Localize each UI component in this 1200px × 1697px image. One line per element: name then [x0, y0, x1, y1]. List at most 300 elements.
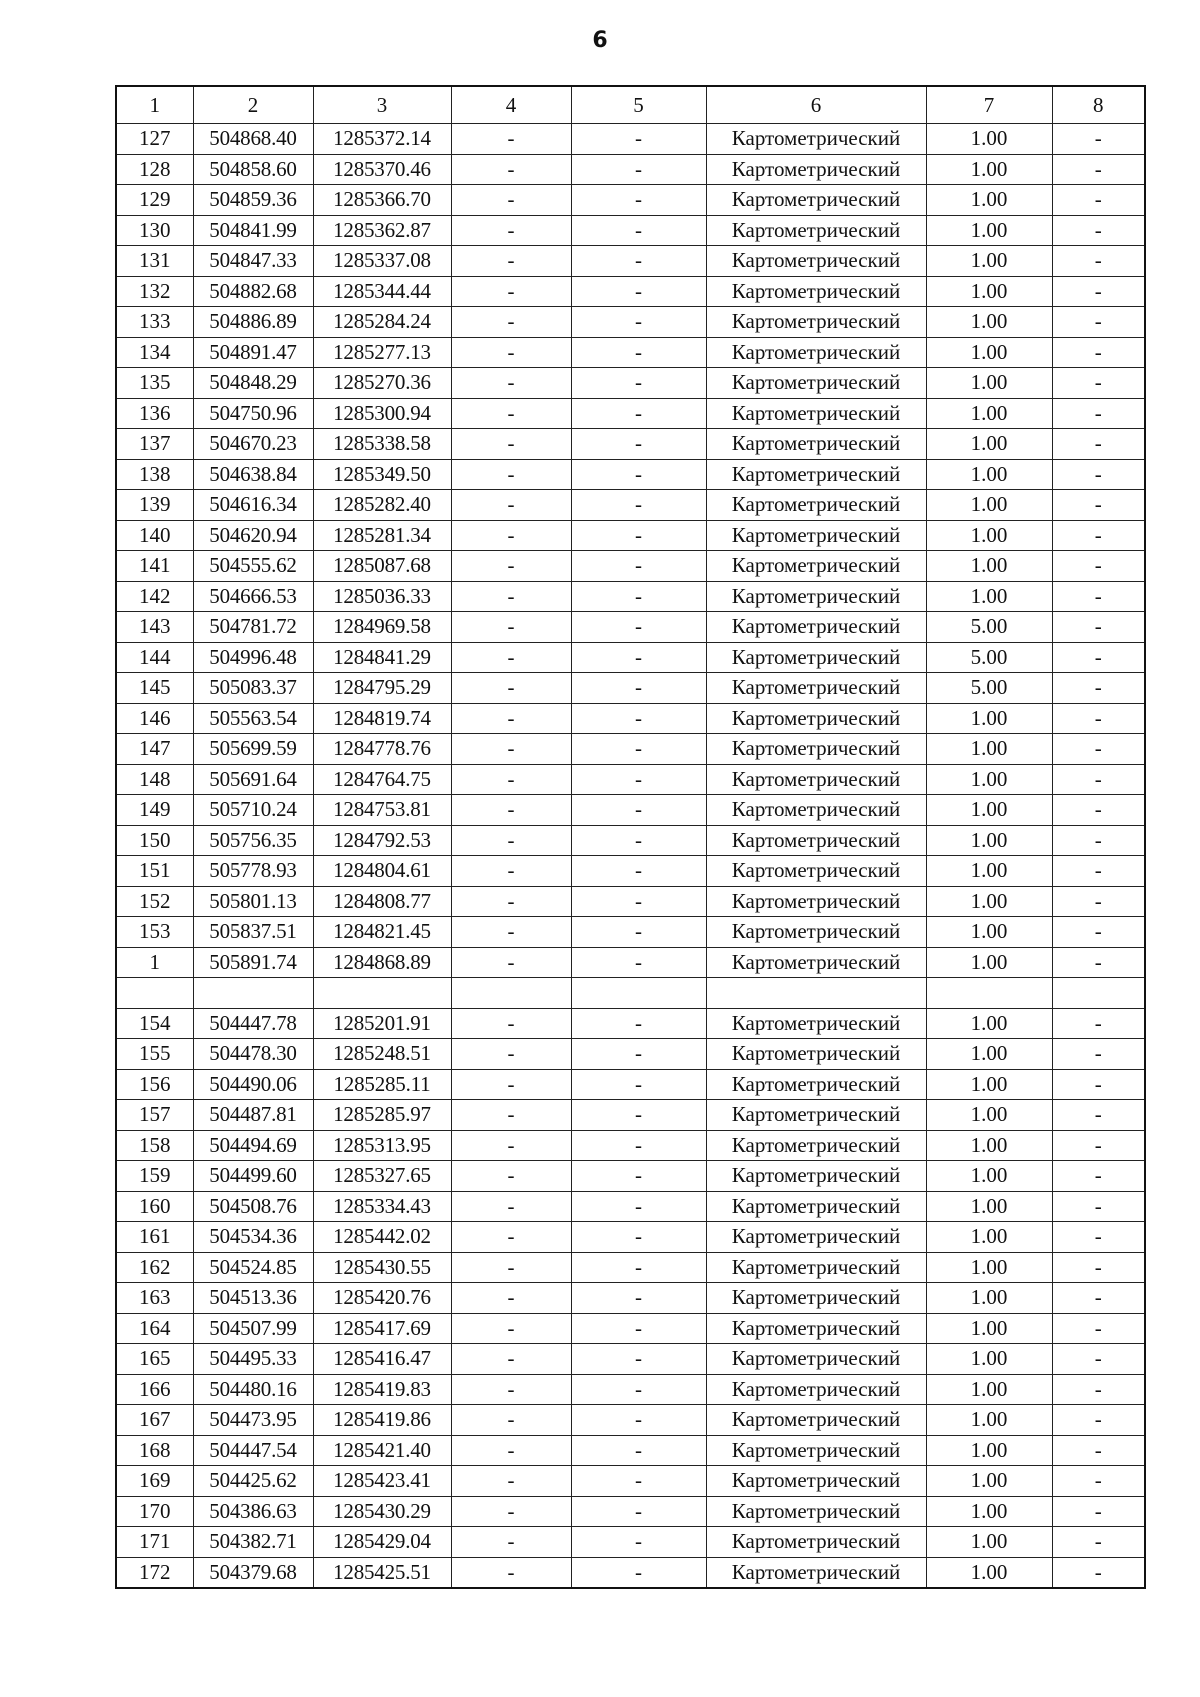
accuracy-cell: 1.00	[926, 1313, 1052, 1344]
table-header	[116, 86, 1145, 124]
point-number-cell: 172	[116, 1557, 193, 1588]
accuracy-cell: 1.00	[926, 1344, 1052, 1375]
point-number-cell: 138	[116, 459, 193, 490]
table-row	[116, 703, 1145, 734]
table-row	[116, 520, 1145, 551]
col5-cell: -	[571, 490, 706, 521]
table-row	[116, 1008, 1145, 1039]
method-cell: Картометрический	[706, 795, 926, 826]
method-cell: Картометрический	[706, 581, 926, 612]
method-cell: Картометрический	[706, 1374, 926, 1405]
col8-cell: -	[1052, 1557, 1145, 1588]
col5-cell: -	[571, 368, 706, 399]
accuracy-cell: 1.00	[926, 398, 1052, 429]
y-coordinate-cell: 1285285.97	[313, 1100, 451, 1131]
method-cell: Картометрический	[706, 1557, 926, 1588]
x-coordinate-cell: 505891.74	[193, 947, 313, 978]
accuracy-cell: 1.00	[926, 154, 1052, 185]
method-cell: Картометрический	[706, 520, 926, 551]
column-header: 8	[1052, 86, 1145, 124]
col4-cell: -	[451, 764, 571, 795]
point-number-cell: 144	[116, 642, 193, 673]
point-number-cell: 151	[116, 856, 193, 887]
x-coordinate-cell: 504891.47	[193, 337, 313, 368]
y-coordinate-cell: 1285277.13	[313, 337, 451, 368]
x-coordinate-cell: 505778.93	[193, 856, 313, 887]
y-coordinate-cell: 1284792.53	[313, 825, 451, 856]
col4-cell: -	[451, 947, 571, 978]
x-coordinate-cell: 505837.51	[193, 917, 313, 948]
col5-cell: -	[571, 1130, 706, 1161]
col8-cell: -	[1052, 581, 1145, 612]
table-row	[116, 429, 1145, 460]
accuracy-cell: 1.00	[926, 276, 1052, 307]
col8-cell: -	[1052, 1344, 1145, 1375]
y-coordinate-cell: 1285421.40	[313, 1435, 451, 1466]
point-number-cell: 169	[116, 1466, 193, 1497]
col4-cell: -	[451, 1191, 571, 1222]
table-row	[116, 917, 1145, 948]
method-cell: Картометрический	[706, 1008, 926, 1039]
x-coordinate-cell: 504996.48	[193, 642, 313, 673]
point-number-cell: 136	[116, 398, 193, 429]
col8-cell: -	[1052, 1069, 1145, 1100]
method-cell: Картометрический	[706, 246, 926, 277]
method-cell: Картометрический	[706, 1283, 926, 1314]
point-number-cell: 128	[116, 154, 193, 185]
col5-cell: -	[571, 154, 706, 185]
table-row	[116, 459, 1145, 490]
y-coordinate-cell: 1285362.87	[313, 215, 451, 246]
method-cell: Картометрический	[706, 551, 926, 582]
point-number-cell: 171	[116, 1527, 193, 1558]
col5-cell: -	[571, 551, 706, 582]
col4-cell: -	[451, 795, 571, 826]
x-coordinate-cell: 504534.36	[193, 1222, 313, 1253]
table-row	[116, 307, 1145, 338]
col8-cell: -	[1052, 1496, 1145, 1527]
col5-cell: -	[571, 1191, 706, 1222]
col8-cell: -	[1052, 1130, 1145, 1161]
point-number-cell: 143	[116, 612, 193, 643]
col4-cell: -	[451, 1466, 571, 1497]
col8-cell: -	[1052, 856, 1145, 887]
x-coordinate-cell: 505756.35	[193, 825, 313, 856]
col5-cell: -	[571, 1405, 706, 1436]
method-cell: Картометрический	[706, 1222, 926, 1253]
col5-cell: -	[571, 734, 706, 765]
col8-cell: -	[1052, 886, 1145, 917]
col4-cell: -	[451, 1222, 571, 1253]
accuracy-cell: 1.00	[926, 429, 1052, 460]
col5-cell: -	[571, 856, 706, 887]
method-cell: Картометрический	[706, 1344, 926, 1375]
table-row	[116, 215, 1145, 246]
accuracy-cell: 1.00	[926, 764, 1052, 795]
table-row	[116, 673, 1145, 704]
x-coordinate-cell: 505801.13	[193, 886, 313, 917]
col5-cell: -	[571, 1374, 706, 1405]
accuracy-cell: 1.00	[926, 490, 1052, 521]
x-coordinate-cell: 504868.40	[193, 124, 313, 155]
column-header: 7	[926, 86, 1052, 124]
col5-cell: -	[571, 1527, 706, 1558]
column-header: 6	[706, 86, 926, 124]
point-number-cell: 137	[116, 429, 193, 460]
x-coordinate-cell: 504478.30	[193, 1039, 313, 1070]
y-coordinate-cell: 1285282.40	[313, 490, 451, 521]
table-row	[116, 581, 1145, 612]
point-number-cell: 147	[116, 734, 193, 765]
x-coordinate-cell: 504781.72	[193, 612, 313, 643]
method-cell: Картометрический	[706, 734, 926, 765]
x-coordinate-cell: 505710.24	[193, 795, 313, 826]
point-number-cell: 164	[116, 1313, 193, 1344]
point-number-cell: 156	[116, 1069, 193, 1100]
col4-cell: -	[451, 215, 571, 246]
point-number-cell: 131	[116, 246, 193, 277]
column-header: 2	[193, 86, 313, 124]
x-coordinate-cell: 504487.81	[193, 1100, 313, 1131]
col5-cell: -	[571, 612, 706, 643]
y-coordinate-cell: 1284778.76	[313, 734, 451, 765]
col5-cell: -	[571, 307, 706, 338]
col5-cell: -	[571, 673, 706, 704]
point-number-cell: 159	[116, 1161, 193, 1192]
x-coordinate-cell: 504750.96	[193, 398, 313, 429]
col4-cell: -	[451, 734, 571, 765]
table-row	[116, 1039, 1145, 1070]
table-row	[116, 764, 1145, 795]
method-cell: Картометрический	[706, 1130, 926, 1161]
col4-cell: -	[451, 856, 571, 887]
accuracy-cell: 1.00	[926, 124, 1052, 155]
y-coordinate-cell: 1285419.83	[313, 1374, 451, 1405]
x-coordinate-cell: 504555.62	[193, 551, 313, 582]
col5-cell: -	[571, 276, 706, 307]
y-coordinate-cell: 1284819.74	[313, 703, 451, 734]
col8-cell: -	[1052, 1527, 1145, 1558]
col8-cell: -	[1052, 1222, 1145, 1253]
y-coordinate-cell: 1285285.11	[313, 1069, 451, 1100]
col4-cell	[451, 978, 571, 1009]
col8-cell: -	[1052, 1405, 1145, 1436]
table-row	[116, 856, 1145, 887]
method-cell: Картометрический	[706, 764, 926, 795]
method-cell: Картометрический	[706, 398, 926, 429]
accuracy-cell: 1.00	[926, 215, 1052, 246]
col8-cell: -	[1052, 490, 1145, 521]
col8-cell: -	[1052, 368, 1145, 399]
accuracy-cell: 1.00	[926, 1557, 1052, 1588]
point-number-cell: 152	[116, 886, 193, 917]
accuracy-cell: 1.00	[926, 551, 1052, 582]
method-cell: Картометрический	[706, 886, 926, 917]
col4-cell: -	[451, 276, 571, 307]
col5-cell: -	[571, 1222, 706, 1253]
table-row	[116, 795, 1145, 826]
method-cell: Картометрический	[706, 825, 926, 856]
col8-cell: -	[1052, 1161, 1145, 1192]
method-cell: Картометрический	[706, 307, 926, 338]
accuracy-cell	[926, 978, 1052, 1009]
col4-cell: -	[451, 1283, 571, 1314]
col5-cell: -	[571, 1283, 706, 1314]
col5-cell: -	[571, 459, 706, 490]
x-coordinate-cell: 504620.94	[193, 520, 313, 551]
point-number-cell: 139	[116, 490, 193, 521]
point-number-cell: 162	[116, 1252, 193, 1283]
col8-cell: -	[1052, 429, 1145, 460]
accuracy-cell: 1.00	[926, 703, 1052, 734]
col8-cell: -	[1052, 551, 1145, 582]
accuracy-cell: 1.00	[926, 1374, 1052, 1405]
table-row	[116, 124, 1145, 155]
col4-cell: -	[451, 307, 571, 338]
col4-cell: -	[451, 398, 571, 429]
col8-cell: -	[1052, 1100, 1145, 1131]
x-coordinate-cell: 504480.16	[193, 1374, 313, 1405]
table-row	[116, 1344, 1145, 1375]
table-row	[116, 368, 1145, 399]
table-row	[116, 276, 1145, 307]
point-number-cell: 148	[116, 764, 193, 795]
col4-cell: -	[451, 642, 571, 673]
method-cell: Картометрический	[706, 1496, 926, 1527]
point-number-cell: 141	[116, 551, 193, 582]
table-row	[116, 1405, 1145, 1436]
accuracy-cell: 1.00	[926, 1191, 1052, 1222]
col5-cell: -	[571, 337, 706, 368]
col8-cell: -	[1052, 276, 1145, 307]
accuracy-cell: 1.00	[926, 734, 1052, 765]
col8-cell: -	[1052, 795, 1145, 826]
col4-cell: -	[451, 1313, 571, 1344]
method-cell: Картометрический	[706, 1252, 926, 1283]
method-cell: Картометрический	[706, 1466, 926, 1497]
x-coordinate-cell: 504495.33	[193, 1344, 313, 1375]
point-number-cell: 129	[116, 185, 193, 216]
col4-cell: -	[451, 612, 571, 643]
y-coordinate-cell: 1285417.69	[313, 1313, 451, 1344]
col8-cell: -	[1052, 642, 1145, 673]
y-coordinate-cell: 1284841.29	[313, 642, 451, 673]
method-cell: Картометрический	[706, 856, 926, 887]
col5-cell: -	[571, 703, 706, 734]
point-number-cell: 166	[116, 1374, 193, 1405]
y-coordinate-cell: 1285338.58	[313, 429, 451, 460]
accuracy-cell: 1.00	[926, 1039, 1052, 1070]
y-coordinate-cell: 1285430.55	[313, 1252, 451, 1283]
table-row	[116, 1557, 1145, 1588]
y-coordinate-cell: 1285334.43	[313, 1191, 451, 1222]
column-header: 5	[571, 86, 706, 124]
y-coordinate-cell: 1284808.77	[313, 886, 451, 917]
table-row	[116, 551, 1145, 582]
table-row	[116, 947, 1145, 978]
col4-cell: -	[451, 154, 571, 185]
x-coordinate-cell: 504447.78	[193, 1008, 313, 1039]
y-coordinate-cell: 1285300.94	[313, 398, 451, 429]
accuracy-cell: 1.00	[926, 337, 1052, 368]
col4-cell: -	[451, 520, 571, 551]
col8-cell: -	[1052, 1313, 1145, 1344]
col8-cell: -	[1052, 246, 1145, 277]
method-cell: Картометрический	[706, 215, 926, 246]
x-coordinate-cell: 504670.23	[193, 429, 313, 460]
y-coordinate-cell: 1285087.68	[313, 551, 451, 582]
x-coordinate-cell: 505563.54	[193, 703, 313, 734]
y-coordinate-cell: 1284804.61	[313, 856, 451, 887]
point-number-cell: 140	[116, 520, 193, 551]
table-row	[116, 490, 1145, 521]
method-cell: Картометрический	[706, 917, 926, 948]
y-coordinate-cell: 1285327.65	[313, 1161, 451, 1192]
col5-cell: -	[571, 1344, 706, 1375]
x-coordinate-cell: 505691.64	[193, 764, 313, 795]
col4-cell: -	[451, 1374, 571, 1405]
method-cell	[706, 978, 926, 1009]
col5-cell: -	[571, 1069, 706, 1100]
col4-cell: -	[451, 1069, 571, 1100]
table-row	[116, 1069, 1145, 1100]
table-row	[116, 642, 1145, 673]
accuracy-cell: 1.00	[926, 1252, 1052, 1283]
x-coordinate-cell: 504886.89	[193, 307, 313, 338]
method-cell: Картометрический	[706, 1039, 926, 1070]
point-number-cell: 153	[116, 917, 193, 948]
col4-cell: -	[451, 581, 571, 612]
header-row	[116, 86, 1145, 124]
point-number-cell: 133	[116, 307, 193, 338]
method-cell: Картометрический	[706, 276, 926, 307]
method-cell: Картометрический	[706, 673, 926, 704]
col8-cell: -	[1052, 1039, 1145, 1070]
table-row	[116, 886, 1145, 917]
x-coordinate-cell: 504490.06	[193, 1069, 313, 1100]
y-coordinate-cell: 1284969.58	[313, 612, 451, 643]
col8-cell: -	[1052, 337, 1145, 368]
y-coordinate-cell: 1285420.76	[313, 1283, 451, 1314]
x-coordinate-cell: 504616.34	[193, 490, 313, 521]
method-cell: Картометрический	[706, 1161, 926, 1192]
y-coordinate-cell: 1285284.24	[313, 307, 451, 338]
col8-cell: -	[1052, 764, 1145, 795]
point-number-cell: 160	[116, 1191, 193, 1222]
table-row	[116, 1100, 1145, 1131]
table-row	[116, 398, 1145, 429]
method-cell: Картометрический	[706, 1405, 926, 1436]
col5-cell: -	[571, 795, 706, 826]
col8-cell: -	[1052, 1191, 1145, 1222]
point-number-cell: 134	[116, 337, 193, 368]
y-coordinate-cell: 1284753.81	[313, 795, 451, 826]
col8-cell: -	[1052, 1008, 1145, 1039]
method-cell: Картометрический	[706, 337, 926, 368]
col8-cell: -	[1052, 520, 1145, 551]
col5-cell: -	[571, 520, 706, 551]
table-row	[116, 734, 1145, 765]
col4-cell: -	[451, 825, 571, 856]
method-cell: Картометрический	[706, 368, 926, 399]
point-number-cell: 142	[116, 581, 193, 612]
accuracy-cell: 1.00	[926, 459, 1052, 490]
col8-cell: -	[1052, 734, 1145, 765]
col5-cell: -	[571, 1466, 706, 1497]
method-cell: Картометрический	[706, 124, 926, 155]
y-coordinate-cell: 1285281.34	[313, 520, 451, 551]
col4-cell: -	[451, 429, 571, 460]
y-coordinate-cell: 1285349.50	[313, 459, 451, 490]
col4-cell: -	[451, 124, 571, 155]
col4-cell: -	[451, 459, 571, 490]
table-row	[116, 185, 1145, 216]
col8-cell: -	[1052, 185, 1145, 216]
table-row	[116, 1161, 1145, 1192]
y-coordinate-cell: 1285036.33	[313, 581, 451, 612]
col5-cell	[571, 978, 706, 1009]
table-row	[116, 1252, 1145, 1283]
col4-cell: -	[451, 1130, 571, 1161]
col4-cell: -	[451, 1252, 571, 1283]
point-number-cell: 168	[116, 1435, 193, 1466]
col5-cell: -	[571, 1313, 706, 1344]
col4-cell: -	[451, 1496, 571, 1527]
method-cell: Картометрический	[706, 1435, 926, 1466]
col4-cell: -	[451, 703, 571, 734]
accuracy-cell: 5.00	[926, 612, 1052, 643]
x-coordinate-cell: 504848.29	[193, 368, 313, 399]
y-coordinate-cell: 1285425.51	[313, 1557, 451, 1588]
accuracy-cell: 1.00	[926, 1069, 1052, 1100]
table-row	[116, 825, 1145, 856]
y-coordinate-cell: 1285423.41	[313, 1466, 451, 1497]
col8-cell: -	[1052, 1435, 1145, 1466]
point-number-cell: 130	[116, 215, 193, 246]
y-coordinate-cell: 1285429.04	[313, 1527, 451, 1558]
col5-cell: -	[571, 1039, 706, 1070]
accuracy-cell: 1.00	[926, 1496, 1052, 1527]
col5-cell: -	[571, 1557, 706, 1588]
col5-cell: -	[571, 398, 706, 429]
table-body	[116, 124, 1145, 1589]
x-coordinate-cell: 504494.69	[193, 1130, 313, 1161]
accuracy-cell: 1.00	[926, 856, 1052, 887]
x-coordinate-cell: 504666.53	[193, 581, 313, 612]
coordinates-table	[115, 85, 1146, 1589]
column-header: 3	[313, 86, 451, 124]
accuracy-cell: 5.00	[926, 673, 1052, 704]
method-cell: Картометрический	[706, 154, 926, 185]
y-coordinate-cell: 1285313.95	[313, 1130, 451, 1161]
point-number-cell: 155	[116, 1039, 193, 1070]
point-number-cell: 157	[116, 1100, 193, 1131]
col4-cell: -	[451, 185, 571, 216]
x-coordinate-cell: 504638.84	[193, 459, 313, 490]
accuracy-cell: 1.00	[926, 947, 1052, 978]
x-coordinate-cell: 504386.63	[193, 1496, 313, 1527]
x-coordinate-cell: 504524.85	[193, 1252, 313, 1283]
col5-cell: -	[571, 429, 706, 460]
col5-cell: -	[571, 1100, 706, 1131]
x-coordinate-cell: 504847.33	[193, 246, 313, 277]
col5-cell: -	[571, 246, 706, 277]
point-number-cell: 161	[116, 1222, 193, 1253]
y-coordinate-cell: 1285337.08	[313, 246, 451, 277]
col4-cell: -	[451, 1100, 571, 1131]
col4-cell: -	[451, 1557, 571, 1588]
accuracy-cell: 1.00	[926, 1527, 1052, 1558]
